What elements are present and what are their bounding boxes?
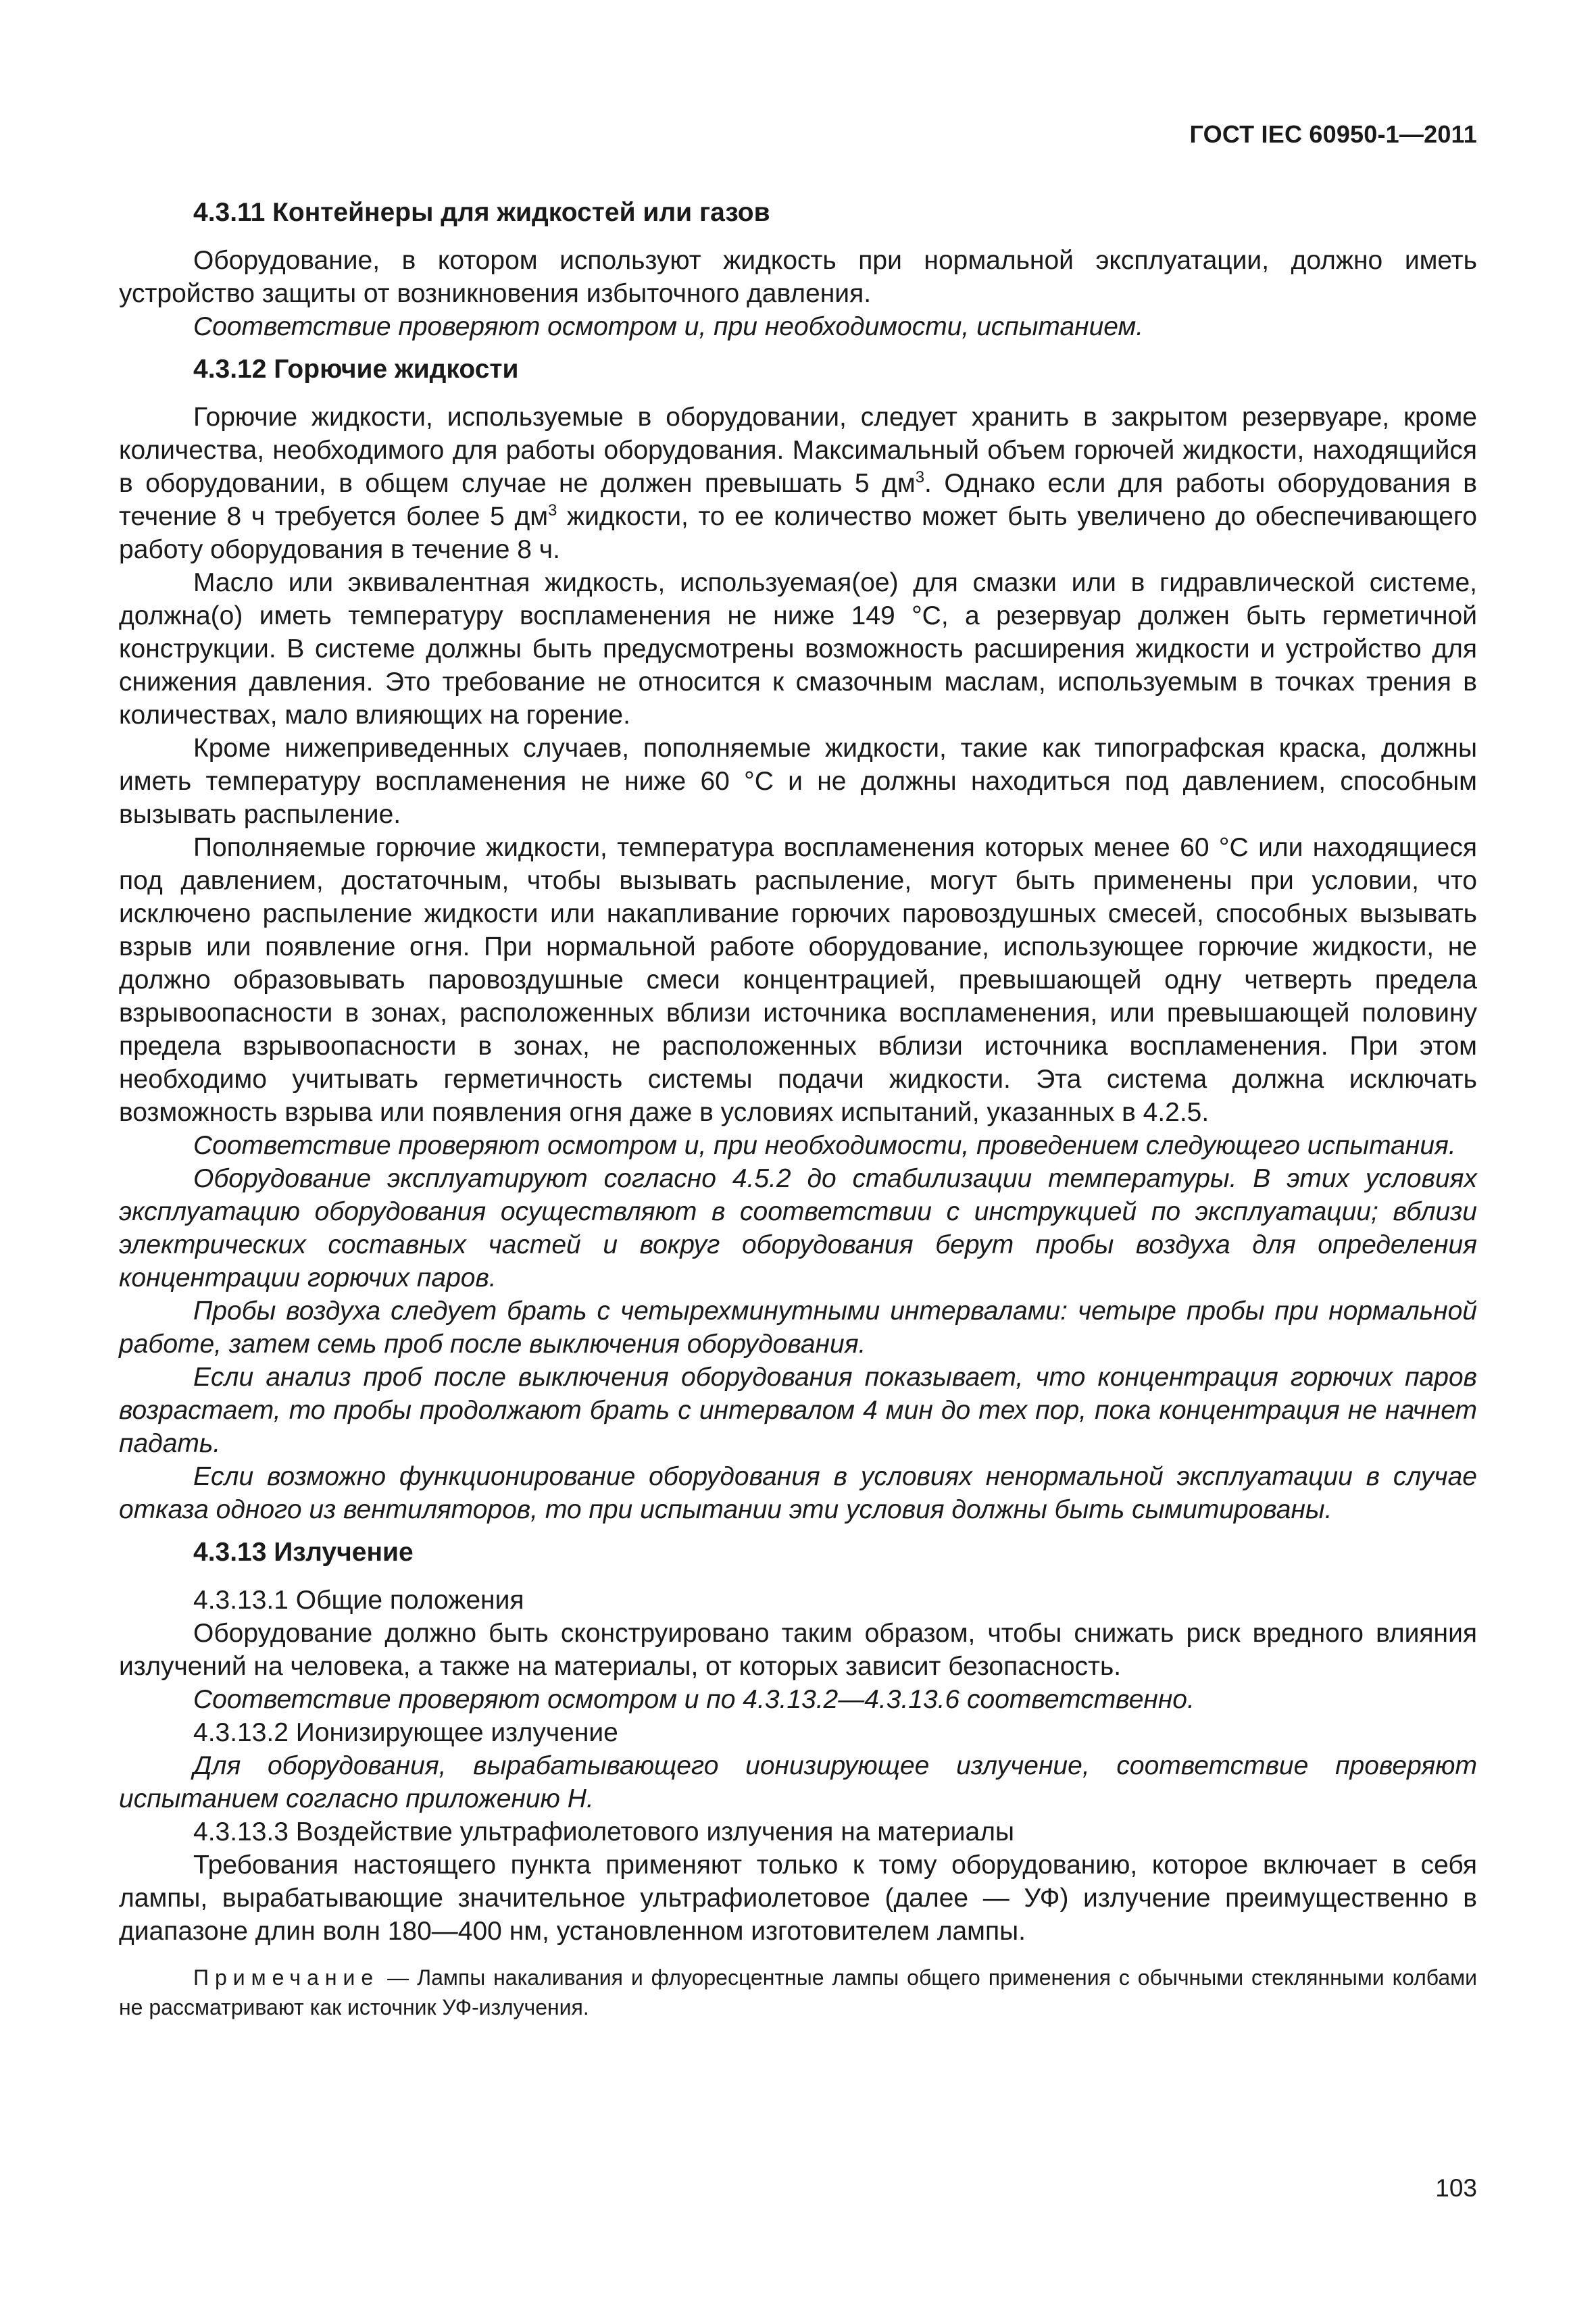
compliance-paragraph: Для оборудования, вырабатывающего ионизирующее излучение, соответствие проверяют испытанием согласно приложению Н. [119, 1751, 1477, 1813]
section-title-4-3-11: 4.3.11 Контейнеры для жидкостей или газов [193, 198, 770, 227]
paragraph: Пополняемые горючие жидкости, температура воспламенения которых менее 60 °С или находящиеся под давлением, достаточным, чтобы вызывать распыление, могут быть применены при условии, что исключено распыление жидкости или накапливание горючих паровоздушных смесей, способных вызывать взрыв или появление огня. При нормальной работе оборудование, использующее горючие жидкости, не должно образовывать паровоздушные смеси концентрацией, превышающей одну четверть предела взрывоопасности в зонах, расположенных вблизи источника воспламенения, или превышающей половину предела взрывоопасности в зонах, не расположенных вблизи источника воспламенения. При этом необходимо учитывать герметичность системы подачи жидкости. Эта система должна исключать возможность взрыва или появления огня даже в условиях испытаний, указанных в 4.2.5. [119, 833, 1477, 1127]
document-header: ГОСТ IEC 60950-1—2011 [1189, 120, 1477, 148]
page-number: 103 [1435, 2174, 1477, 2202]
subsection-heading: 4.3.13.3 Воздействие ультрафиолетового излучения на материалы [193, 1817, 1014, 1846]
section-title-4-3-12: 4.3.12 Горючие жидкости [193, 355, 519, 384]
paragraph: Кроме нижеприведенных случаев, пополняемые жидкости, такие как типографская краска, должны иметь температуру воспламенения не ниже 60 °С и не должны находиться под давлением, способным вызывать распыление. [119, 734, 1477, 829]
text-run: . Однако если для работы оборудования в течение 8 ч требуется более 5 дм [119, 469, 1478, 531]
test-paragraph: Если возможно функционирование оборудования в условиях ненормальной эксплуатации в случае отказа одного из вентиляторов, то при испытании эти условия должны быть сымитированы. [119, 1462, 1477, 1524]
test-paragraph: Пробы воздуха следует брать с четырехминутными интервалами: четыре пробы при нормальной работе, затем семь проб после выключения оборудования. [119, 1297, 1477, 1359]
paragraph: Требования настоящего пункта применяют только к тому оборудованию, которое включает в себя лампы, вырабатывающие значительное ультрафиолетовое (далее — УФ) излучение преимущественно в диапазоне длин волн 180—400 нм, установленном изготовителем лампы. [119, 1851, 1477, 1946]
paragraph: Оборудование должно быть сконструировано таким образом, чтобы снижать риск вредного влияния излучений на человека, а также на материалы, от которых зависит безопасность. [119, 1619, 1477, 1681]
note-text: — Лампы накаливания и флуоресцентные лампы общего применения с обычными стеклянными колбами не рассматривают как источник УФ-излучения. [119, 1965, 1477, 2019]
section-title-4-3-13: 4.3.13 Излучение [193, 1538, 414, 1567]
paragraph-volume-limit [119, 401, 1477, 566]
paragraph: Масло или эквивалентная жидкость, используемая(ое) для смазки или в гидравлической системе, должна(о) иметь температуру воспламенения не ниже 149 °С, а резервуар должен быть герметичной конструкции. В системе должны быть предусмотрены возможность расширения жидкости и устройство для снижения давления. Это требование не относится к смазочным маслам, используемым в точках трения в количествах, мало влияющих на горение. [119, 568, 1477, 730]
subsection-heading: 4.3.13.1 Общие положения [193, 1586, 524, 1615]
note [119, 1963, 1477, 2022]
paragraph: Оборудование, в котором используют жидкость при нормальной эксплуатации, должно иметь устройство защиты от возникновения избыточного давления. [119, 246, 1477, 308]
test-paragraph: Оборудование эксплуатируют согласно 4.5.2 до стабилизации температуры. В этих условиях эксплуатацию оборудования осуществляют в соответствии с инструкцией по эксплуатации; вблизи электрических составных частей и вокруг оборудования берут пробы воздуха для определения концентрации горючих паров. [119, 1164, 1477, 1292]
test-paragraph: Если анализ проб после выключения оборудования показывает, что концентрация горючих паров возрастает, то пробы продолжают брать с интервалом 4 мин до тех пор, пока концентрация не начнет падать. [119, 1363, 1477, 1458]
superscript: 3 [915, 468, 925, 486]
compliance-paragraph: Соответствие проверяют осмотром и, при необходимости, испытанием. [193, 312, 1144, 341]
note-label: Примечание [193, 1965, 380, 1990]
superscript: 3 [548, 501, 557, 520]
text-run: жидкости, то ее количество может быть увеличено до обеспечивающего работу оборудования в течение 8 ч. [119, 502, 1477, 564]
compliance-paragraph: Соответствие проверяют осмотром и по 4.3.13.2—4.3.13.6 соответственно. [193, 1685, 1195, 1714]
compliance-paragraph: Соответствие проверяют осмотром и, при необходимости, проведением следующего испытания. [193, 1131, 1456, 1160]
subsection-heading: 4.3.13.2 Ионизирующее излучение [193, 1718, 618, 1747]
document-body [119, 196, 1477, 2022]
text-run: Горючие жидкости, используемые в оборудовании, следует хранить в закрытом резервуаре, кроме количества, необходимого для работы оборудования. Максимальный объем горючей жидкости, находящийся в оборудовании, в общем случае не должен превышать 5 дм [119, 403, 1477, 498]
